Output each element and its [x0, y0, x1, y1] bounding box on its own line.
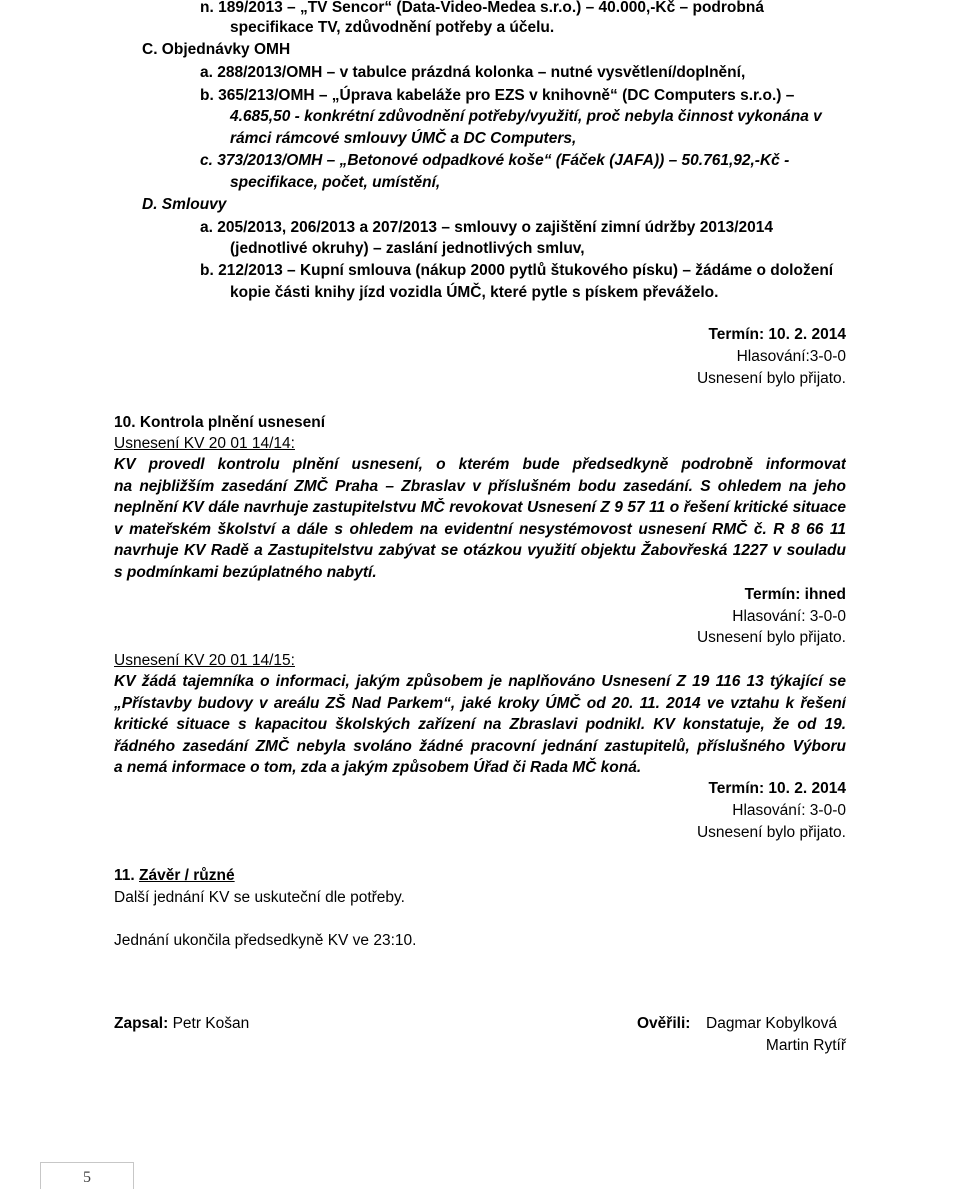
item-c-b3: rámci rámcové smlouvy ÚMČ a DC Computers,: [230, 130, 577, 147]
section11-line: Další jednání KV se uskuteční dle potřeby.: [114, 889, 405, 906]
paragraph-line: navrhuje KV Radě a Zastupitelstvu zabývat se otázkou využití objektu Žabovřeská 1227 v souladu: [114, 542, 846, 560]
paragraph-line: a nemá informace o tom, zda a jakým způsobem Úřad či Rada MČ koná.: [114, 759, 642, 777]
paragraph-line: KV žádá tajemníka o informaci, jakým způsobem je naplňováno Usnesení Z 19 116 13 týkající se: [114, 673, 846, 690]
page-number-box: [40, 1162, 134, 1189]
section11-title: [114, 866, 235, 886]
item-d-b: b. 212/2013 – Kupní smlouva (nákup 2000 pytlů štukového písku) – žádáme o doložení: [200, 262, 834, 279]
paragraph-line: řádného zasedání ZMČ nebyla svoláno žádné pracovní jednání zastupitelů, příslušného Výboru: [114, 737, 846, 755]
zapsal-label: Zapsal:: [114, 1015, 169, 1032]
zapsal-row: [114, 1014, 249, 1034]
heading-c: C. Objednávky OMH: [142, 41, 291, 58]
item-c-c: c. 373/2013/OMH – „Betonové odpadkové koše“ (Fáček (JAFA)) – 50.761,92,-Kč -: [200, 152, 790, 169]
resolution-15-vote: Hlasování: 3-0-0: [732, 802, 846, 819]
paragraph-line: s podmínkami bezúplatného nabytí.: [114, 564, 377, 581]
resolution-15-result: Usnesení bylo přijato.: [696, 824, 846, 841]
item-c-a: a. 288/2013/OMH – v tabulce prázdná kolonka – nutné vysvětlení/doplnění,: [200, 64, 746, 81]
block1-vote: Hlasování:3-0-0: [736, 348, 846, 365]
resolution-14-result: Usnesení bylo přijato.: [696, 629, 846, 646]
item-d-a2: (jednotlivé okruhy) – zaslání jednotlivých smluv,: [230, 240, 585, 257]
paragraph-line: KV provedl kontrolu plnění usnesení, o kterém bude předsedkyně podrobně informovat: [114, 456, 846, 473]
page-number: 5: [83, 1169, 91, 1186]
resolution-15-label: Usnesení KV 20 01 14/15:: [114, 652, 295, 669]
paragraph-line: neplnění KV dále navrhuje zastupitelstvu MČ revokovat Usnesení Z 9 57 11 o řešení kritické situace: [114, 499, 846, 517]
resolution-14-vote: Hlasování: 3-0-0: [732, 608, 846, 625]
item-n-line2: specifikace TV, zdůvodnění potřeby a účelu.: [230, 19, 555, 36]
item-d-a: a. 205/2013, 206/2013 a 207/2013 – smlouvy o zajištění zimní údržby 2013/2014: [200, 219, 773, 236]
paragraph-line: „Přístavby budovy v areálu ZŠ Nad Parkem“, jaké kroky ÚMČ od 20. 11. 2014 ve vztahu k řešení: [114, 694, 846, 712]
item-c-b2: 4.685,50 - konkrétní zdůvodnění potřeby/využití, proč nebyla činnost vykonána v: [230, 108, 822, 125]
paragraph-line: kritické situace s kapacitou školských zařízení na Zbraslavi podnikl. KV konstatuje, že od 19.: [114, 716, 846, 734]
overili-name-1: Dagmar Kobylková: [706, 1015, 837, 1032]
paragraph-line: na nejbližším zasedání ZMČ Praha – Zbraslav v příslušném bodu zasedání. S ohledem na jeho: [114, 477, 846, 495]
resolution-15-term: Termín: 10. 2. 2014: [708, 780, 846, 797]
item-c-b: b. 365/213/OMH – „Úprava kabeláže pro EZS v knihovně“ (DC Computers s.r.o.) –: [200, 87, 795, 104]
overili-name-2: Martin Rytíř: [765, 1037, 846, 1054]
block1-term: Termín: 10. 2. 2014: [708, 326, 846, 343]
section11-title-text: Závěr / různé: [139, 867, 235, 884]
overili-label: Ověřili:: [637, 1015, 691, 1032]
item-n-line1: n. 189/2013 – „TV Sencor“ (Data-Video-Medea s.r.o.) – 40.000,-Kč – podrobná: [200, 0, 764, 16]
block1-result: Usnesení bylo přijato.: [696, 370, 846, 387]
item-d-b2: kopie části knihy jízd vozidla ÚMČ, které pytle s pískem převáželo.: [230, 284, 719, 301]
section11-number: 11.: [114, 867, 139, 884]
resolution-14-label: Usnesení KV 20 01 14/14:: [114, 435, 295, 452]
paragraph-line: v mateřském školství a dále s ohledem na evidentní nesystémovost usnesení RMČ č. R 8 66 11: [114, 520, 846, 538]
resolution-14-term: Termín: ihned: [744, 586, 846, 603]
closing-note: Jednání ukončila předsedkyně KV ve 23:10.: [114, 932, 417, 949]
heading-d: D. Smlouvy: [142, 196, 227, 213]
section10-title: 10. Kontrola plnění usnesení: [114, 414, 326, 431]
zapsal-name: Petr Košan: [172, 1015, 250, 1032]
item-c-c2: specifikace, počet, umístění,: [230, 174, 441, 191]
